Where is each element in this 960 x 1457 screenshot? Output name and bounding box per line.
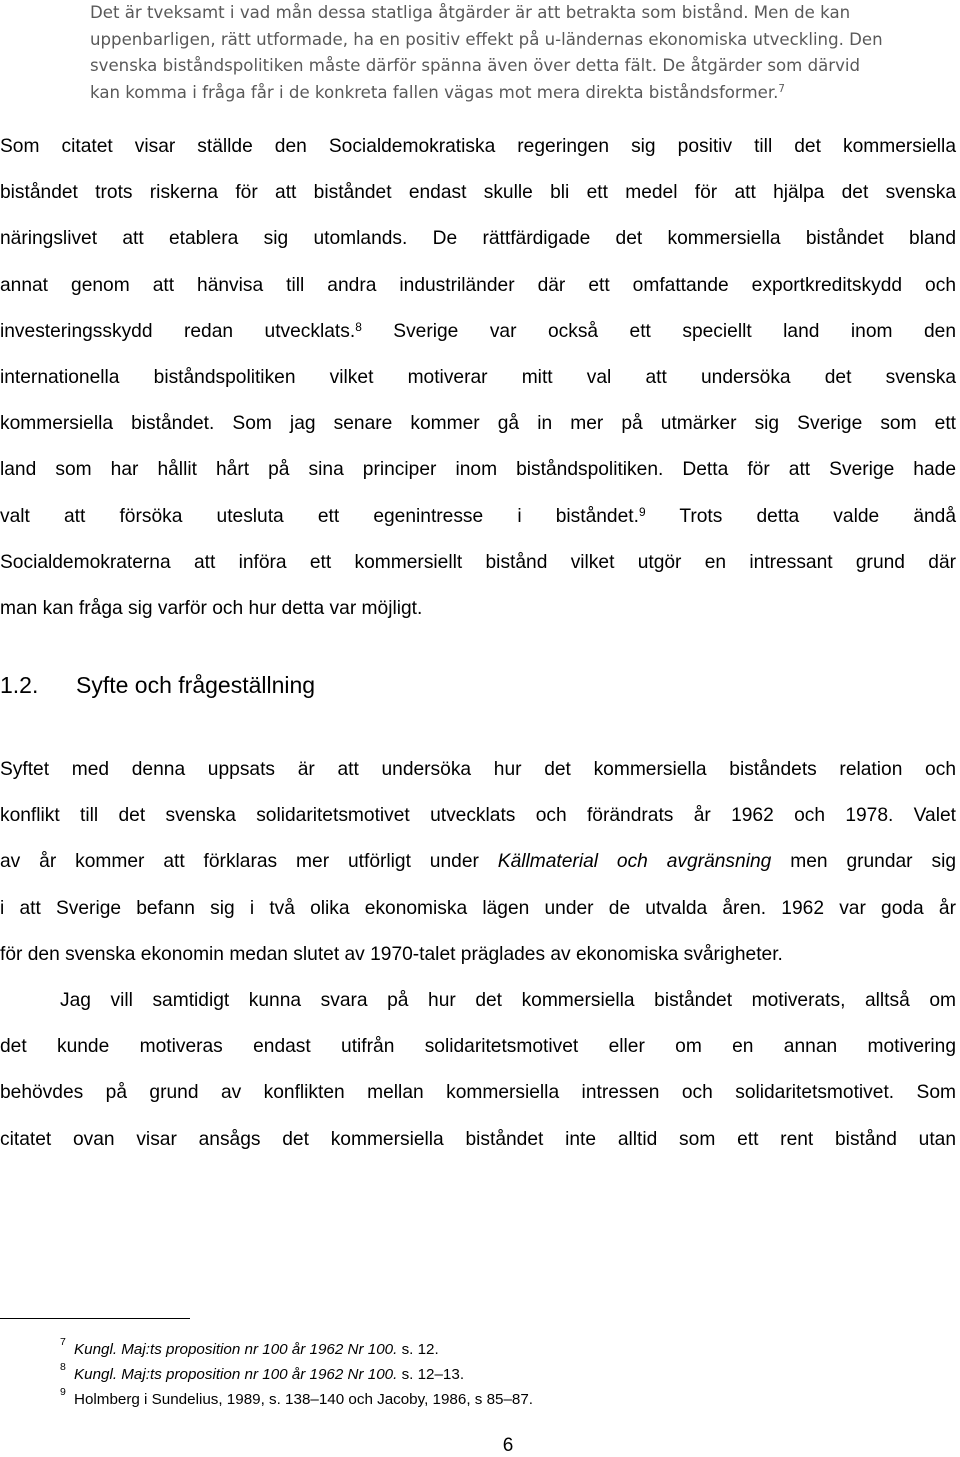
section-heading: [0, 672, 315, 699]
footnote-pages: s. 12.: [397, 1341, 439, 1358]
footnote-ref: 9: [638, 504, 646, 519]
footnote-text: [74, 1366, 464, 1383]
text-line: konflikt till det svenska solidaritetsmotivet utvecklats och förändrats år 1962 och 1978. Valet: [0, 805, 956, 827]
footnote-number: 7: [60, 1336, 66, 1348]
text-line: i att Sverige befann sig i två olika ekonomiska lägen under de utvalda åren. 1962 var goda år: [0, 897, 956, 919]
text-segment: Trots detta valde ändå: [645, 505, 957, 527]
text-line: Socialdemokraterna att införa ett kommersiellt bistånd vilket utgör en intressant grund där: [0, 551, 956, 573]
quote-line: uppenbarligen, rätt utformade, ha en positiv effekt på u-ländernas ekonomiska utveckling. Den: [90, 29, 883, 49]
text-line: Jag vill samtidigt kunna svara på hur det kommersiella biståndet motiverats, alltså om: [60, 990, 956, 1011]
quote-line: Det är tveksamt i vad mån dessa statliga åtgärder är att betrakta som bistånd. Men de kan: [90, 3, 851, 22]
body-paragraph-2: [0, 747, 956, 978]
text-line: [0, 839, 956, 885]
text-line: näringslivet att etablera sig utomlands. De rättfärdigade det kommersiella biståndet bland: [0, 228, 956, 250]
block-quote: [90, 0, 900, 106]
footnote-ref: 7: [778, 83, 785, 96]
section-number: 1.2.: [0, 672, 39, 698]
emphasized-text: Källmaterial och avgränsning: [497, 851, 772, 873]
footnote-citation: Kungl. Maj:ts proposition nr 100 år 1962 Nr 100.: [74, 1341, 398, 1358]
text-line: man kan fråga sig varför och hur detta var möjligt.: [0, 598, 423, 620]
text-line: kommersiella biståndet. Som jag senare kommer gå in mer på utmärker sig Sverige som ett: [0, 413, 956, 435]
text-line: land som har hållit hårt på sina principer inom biståndspolitiken. Detta för att Sverige hade: [0, 459, 956, 481]
text-line: behövdes på grund av konflikten mellan kommersiella intressen och solidaritetsmotivet. Som: [0, 1082, 956, 1104]
text-line: annat genom att hänvisa till andra industriländer där ett omfattande exportkreditskydd och: [0, 274, 956, 296]
text-line: citatet ovan visar ansågs det kommersiella biståndet inte alltid som ett rent bistånd utan: [0, 1128, 956, 1150]
quote-line-text: kan komma i fråga får i de konkreta fallen vägas mot mera direkta biståndsformer.: [90, 82, 779, 102]
footnote-text: [74, 1391, 533, 1408]
text-line: [0, 494, 956, 540]
text-segment: men grundar sig: [771, 851, 957, 873]
text-segment: valt att försöka utesluta ett egenintresse i biståndet.: [0, 505, 639, 527]
footnote-number: 8: [60, 1361, 66, 1373]
text-line: internationella biståndspolitiken vilket motiverar mitt val att undersöka det svenska: [0, 367, 956, 389]
text-segment: investeringsskydd redan utvecklats.: [0, 320, 356, 342]
text-line: det kunde motiveras endast utifrån solidaritetsmotivet eller om en annan motivering: [0, 1036, 956, 1058]
body-paragraph-3: [0, 978, 956, 1163]
text-segment: av år kommer att förklaras mer utförligt under: [0, 851, 498, 873]
text-segment: Sverige var också ett speciellt land inom den: [361, 320, 957, 342]
body-paragraph-1: [0, 124, 956, 632]
text-line: [0, 309, 956, 355]
footnote-ref: 8: [355, 319, 362, 334]
footnote-pages: s. 12–13.: [397, 1366, 465, 1383]
text-line: Syftet med denna uppsats är att undersöka hur det kommersiella biståndets relation och: [0, 759, 956, 780]
footnote-citation: Kungl. Maj:ts proposition nr 100 år 1962 Nr 100.: [74, 1366, 398, 1383]
section-title: Syfte och frågeställning: [76, 672, 316, 698]
quote-line: svenska biståndspolitiken måste därför spänna även över detta fält. De åtgärder som därvid: [90, 56, 861, 75]
text-line: för den svenska ekonomin medan slutet av 1970-talet präglades av ekonomiska svårigheter.: [0, 943, 783, 965]
footnote-pages: Holmberg i Sundelius, 1989, s. 138–140 och Jacoby, 1986, s 85–87.: [74, 1391, 534, 1408]
footnote-separator: [0, 1318, 190, 1319]
footnote-text: [74, 1341, 439, 1358]
page-number: 6: [502, 1435, 514, 1456]
quote-line: [90, 80, 900, 107]
text-line: Som citatet visar ställde den Socialdemokratiska regeringen sig positiv till det kommersiella: [0, 136, 956, 157]
text-line: biståndet trots riskerna för att biståndet endast skulle bli ett medel för att hjälpa det svenska: [0, 182, 956, 204]
footnote-number: 9: [60, 1386, 66, 1398]
